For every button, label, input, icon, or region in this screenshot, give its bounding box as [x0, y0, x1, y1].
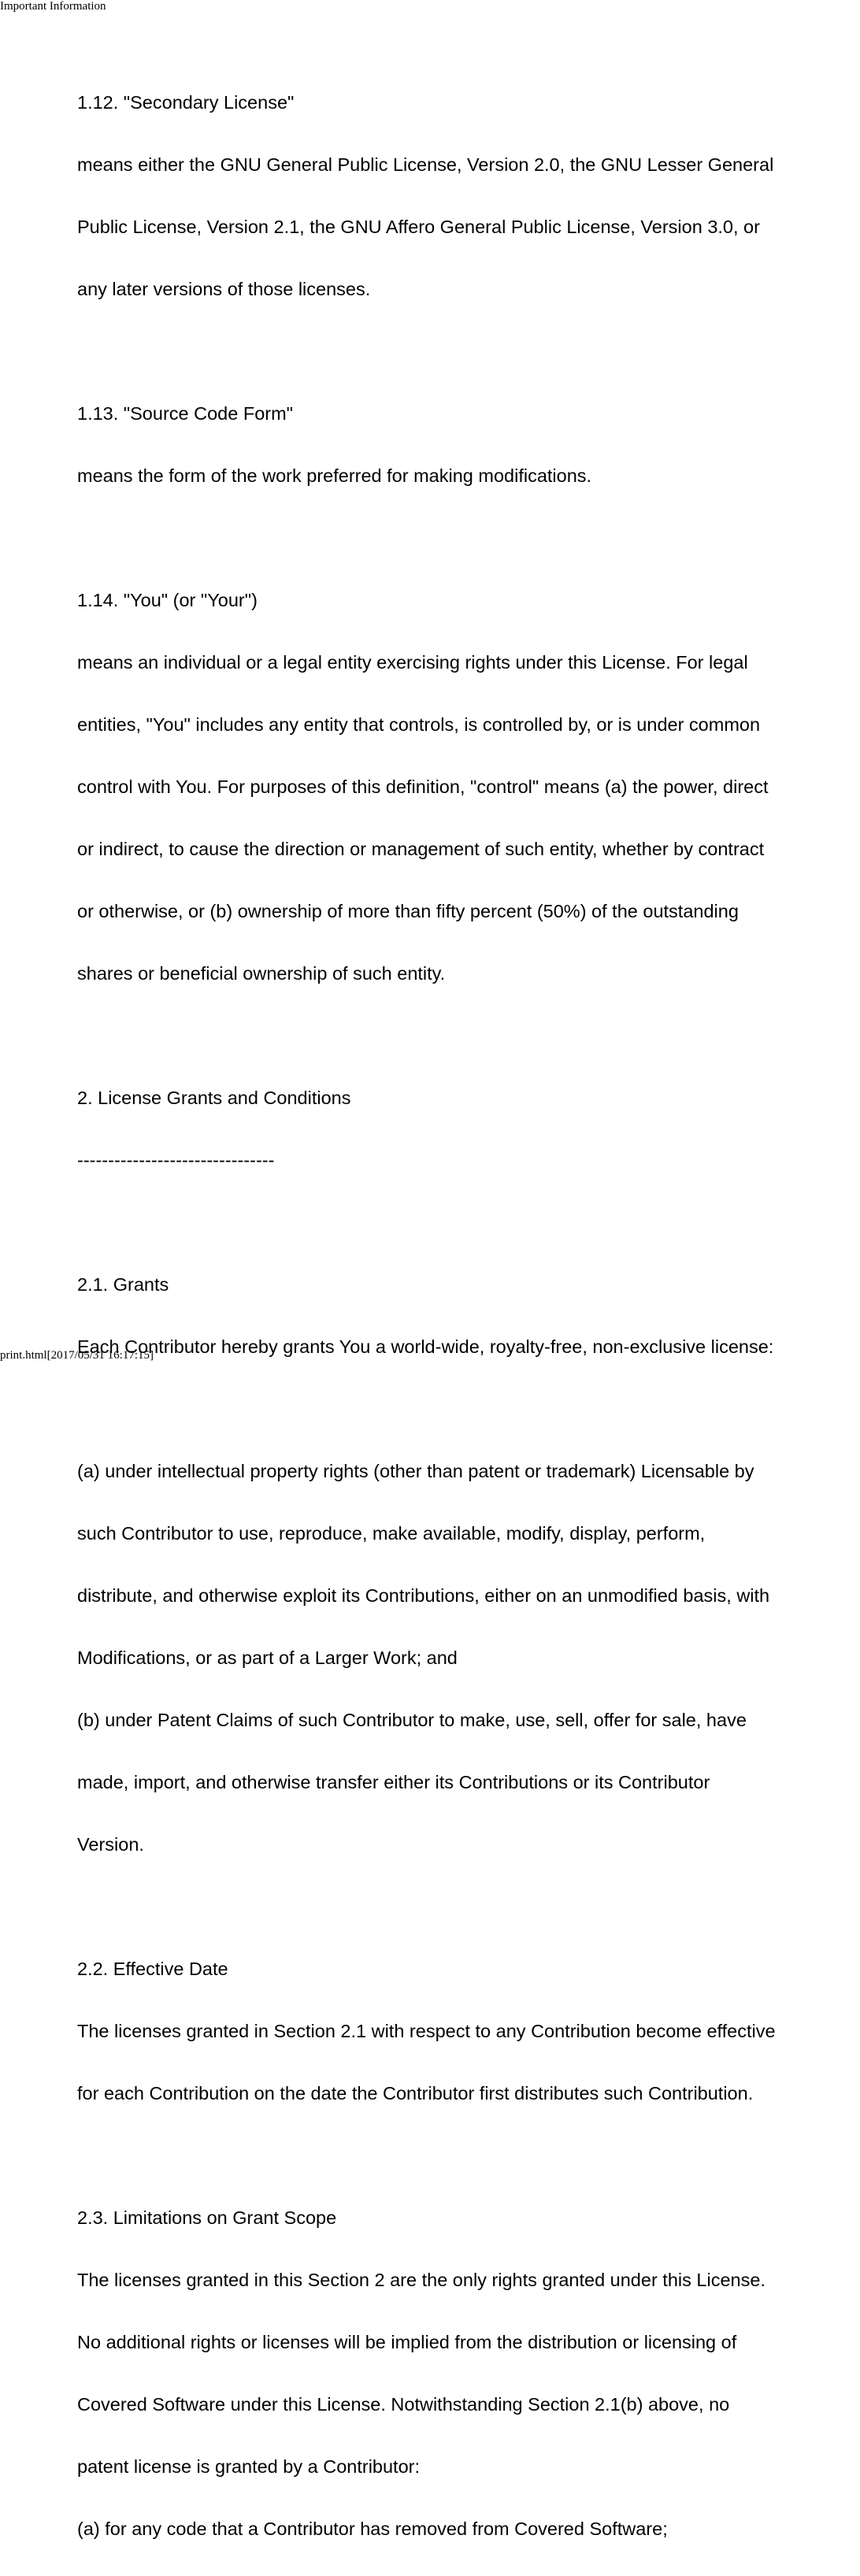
- print-header-title: Important Information: [0, 0, 106, 13]
- section-heading: 1.12. "Secondary License": [77, 91, 295, 113]
- text-line: The licenses granted in this Section 2 are the only rights granted under this License.: [77, 2269, 765, 2290]
- text-line: No additional rights or licenses will be implied from the distribution or licensing of: [77, 2331, 737, 2352]
- text-line: Covered Software under this License. Notwithstanding Section 2.1(b) above, no: [77, 2393, 730, 2415]
- blank-line: [77, 1021, 857, 1052]
- text-line: patent license is granted by a Contributor:: [77, 2456, 421, 2477]
- text-line: (b) under Patent Claims of such Contributor to make, use, sell, offer for sale, have: [77, 1709, 747, 1730]
- text-line: for each Contribution on the date the Contributor first distributes such Contribution.: [77, 2082, 754, 2103]
- text-line: means either the GNU General Public License, Version 2.0, the GNU Lesser General: [77, 154, 774, 175]
- text-line: or indirect, to cause the direction or management of such entity, whether by contract: [77, 838, 765, 859]
- blank-line: [77, 1892, 857, 1923]
- text-line: Each Contributor hereby grants You a world-wide, royalty-free, non-exclusive license:: [77, 1336, 774, 1357]
- text-line: shares or beneficial ownership of such entity.: [77, 962, 446, 984]
- text-line: The licenses granted in Section 2.1 with respect to any Contribution become effective: [77, 2020, 776, 2041]
- text-line: distribute, and otherwise exploit its Contributions, either on an unmodified basis, with: [77, 1585, 770, 1606]
- text-line: entities, "You" includes any entity that controls, is controlled by, or is under common: [77, 713, 761, 735]
- section-heading: 1.13. "Source Code Form": [77, 402, 294, 424]
- text-line: (a) for any code that a Contributor has removed from Covered Software;: [77, 2518, 668, 2539]
- blank-line: [77, 336, 857, 368]
- text-line: (a) under intellectual property rights (other than patent or trademark) Licensable by: [77, 1460, 754, 1481]
- section-heading: 2.2. Effective Date: [77, 1958, 228, 1979]
- text-line: means the form of the work preferred for making modifications.: [77, 465, 592, 486]
- text-line: control with You. For purposes of this definition, "control" means (a) the power, direct: [77, 776, 769, 797]
- section-heading: 1.14. "You" (or "Your"): [77, 589, 258, 610]
- text-line: Modifications, or as part of a Larger Work; and: [77, 1647, 458, 1668]
- text-line: means an individual or a legal entity exercising rights under this License. For legal: [77, 651, 748, 673]
- license-text-body: [77, 56, 857, 2576]
- text-line: made, import, and otherwise transfer either its Contributions or its Contributor: [77, 1771, 710, 1792]
- blank-line: [77, 1207, 857, 1239]
- text-line: Version.: [77, 1833, 144, 1855]
- print-footer-source: print.html[2017/05/31 16:17:15]: [0, 1349, 154, 1362]
- section-heading: 2. License Grants and Conditions: [77, 1087, 351, 1108]
- text-line: or otherwise, or (b) ownership of more than fifty percent (50%) of the outstanding: [77, 900, 739, 921]
- section-heading: 2.1. Grants: [77, 1273, 169, 1295]
- text-line: any later versions of those licenses.: [77, 278, 371, 299]
- blank-line: [77, 1394, 857, 1425]
- section-heading: 2.3. Limitations on Grant Scope: [77, 2207, 337, 2228]
- text-line: such Contributor to use, reproduce, make available, modify, display, perform,: [77, 1522, 706, 1544]
- text-line: Public License, Version 2.1, the GNU Affero General Public License, Version 3.0, or: [77, 216, 760, 237]
- blank-line: [77, 2140, 857, 2172]
- section-underline: --------------------------------: [77, 1149, 275, 1170]
- blank-line: [77, 523, 857, 554]
